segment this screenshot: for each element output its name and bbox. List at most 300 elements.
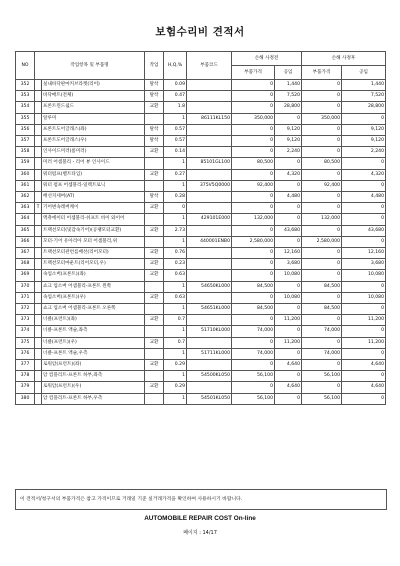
table-row bbox=[16, 236, 386, 247]
row-no: 368 bbox=[16, 259, 35, 270]
row-after-labor: 0 bbox=[342, 393, 386, 404]
row-work bbox=[145, 180, 164, 191]
row-before-labor: 4,640 bbox=[275, 382, 302, 393]
table-row bbox=[16, 113, 386, 124]
row-mark bbox=[35, 225, 42, 236]
row-no: 364 bbox=[16, 214, 35, 225]
row-before-part: 0 bbox=[232, 292, 275, 303]
row-after-part: 2,580,000 bbox=[302, 236, 342, 247]
row-no: 361 bbox=[16, 180, 35, 191]
row-before-labor: 9,120 bbox=[275, 136, 302, 147]
row-work bbox=[145, 326, 164, 337]
row-before-labor: 0 bbox=[275, 393, 302, 404]
row-mark bbox=[35, 371, 42, 382]
row-before-part: 132,000 bbox=[232, 214, 275, 225]
row-before-labor: 0 bbox=[275, 371, 302, 382]
row-mark bbox=[35, 382, 42, 393]
table-row bbox=[16, 158, 386, 169]
row-before-part: 0 bbox=[232, 315, 275, 326]
row-qty: 0.76 bbox=[164, 248, 187, 259]
row-before-part: 0 bbox=[232, 259, 275, 270]
row-code bbox=[187, 360, 232, 371]
row-no: 358 bbox=[16, 147, 35, 158]
row-mark bbox=[35, 236, 42, 247]
row-code bbox=[187, 192, 232, 203]
header-after-labor: 공임 bbox=[342, 66, 386, 80]
row-item: 암 컴플리트-프론트 하부,우측 bbox=[42, 393, 145, 404]
row-mark bbox=[35, 315, 42, 326]
row-code: 429101E000 bbox=[187, 214, 232, 225]
row-item: 기어변속레버케이 bbox=[42, 203, 145, 214]
row-qty: 1 bbox=[164, 371, 187, 382]
table-row bbox=[16, 326, 386, 337]
row-mark bbox=[35, 214, 42, 225]
row-item: 실내바닥판마커브라켓(리어) bbox=[42, 80, 145, 91]
table-row bbox=[16, 147, 386, 158]
row-after-labor: 11,200 bbox=[342, 337, 386, 348]
table-row bbox=[16, 214, 386, 225]
row-item: 너클(프런트)(우) bbox=[42, 337, 145, 348]
row-after-part: 0 bbox=[302, 203, 342, 214]
row-mark bbox=[35, 169, 42, 180]
row-item: 워터 펌프 어셈블리-일렉트로닉 bbox=[42, 180, 145, 191]
row-item: 프론트도어글래스(좌) bbox=[42, 124, 145, 135]
row-mark bbox=[35, 337, 42, 348]
row-after-labor: 10,080 bbox=[342, 292, 386, 303]
row-item: 쇼크 업소버 어셈블리-프론트 왼쪽 bbox=[42, 281, 145, 292]
row-after-labor: 7,520 bbox=[342, 91, 386, 102]
row-after-part: 0 bbox=[302, 124, 342, 135]
row-code bbox=[187, 91, 232, 102]
table-row bbox=[16, 192, 386, 203]
row-qty: 0.57 bbox=[164, 124, 187, 135]
row-before-part: 0 bbox=[232, 337, 275, 348]
header-work: 작업 bbox=[145, 52, 164, 80]
row-qty: 1 bbox=[164, 393, 187, 404]
row-item: 알루미 bbox=[42, 113, 145, 124]
row-code bbox=[187, 270, 232, 281]
row-mark bbox=[35, 259, 42, 270]
row-no: 353 bbox=[16, 91, 35, 102]
row-item: 속업소버(프론트)(좌) bbox=[42, 270, 145, 281]
row-mark bbox=[35, 158, 42, 169]
row-no: 377 bbox=[16, 360, 35, 371]
table-row bbox=[16, 169, 386, 180]
row-after-part: 0 bbox=[302, 259, 342, 270]
row-work: 교환 bbox=[145, 102, 164, 113]
row-code bbox=[187, 124, 232, 135]
row-code bbox=[187, 292, 232, 303]
row-before-labor: 0 bbox=[275, 180, 302, 191]
table-row bbox=[16, 304, 386, 315]
row-mark bbox=[35, 292, 42, 303]
row-qty: 1 bbox=[164, 304, 187, 315]
table-row bbox=[16, 248, 386, 259]
estimate-rows bbox=[16, 80, 386, 405]
row-qty: 0.29 bbox=[164, 382, 187, 393]
row-before-part: 74,000 bbox=[232, 348, 275, 359]
row-code: 51710KL000 bbox=[187, 326, 232, 337]
row-after-part: 56,100 bbox=[302, 393, 342, 404]
row-before-labor: 12,160 bbox=[275, 248, 302, 259]
row-code bbox=[187, 80, 232, 91]
row-after-labor: 0 bbox=[342, 214, 386, 225]
row-no: 376 bbox=[16, 348, 35, 359]
table-row bbox=[16, 91, 386, 102]
row-after-labor: 2,240 bbox=[342, 147, 386, 158]
row-qty: 0.63 bbox=[164, 292, 187, 303]
row-qty: 0.14 bbox=[164, 147, 187, 158]
row-qty: 0.47 bbox=[164, 91, 187, 102]
row-after-labor: 0 bbox=[342, 236, 386, 247]
row-before-labor: 0 bbox=[275, 348, 302, 359]
row-work: 탈착 bbox=[145, 124, 164, 135]
row-before-labor: 0 bbox=[275, 158, 302, 169]
row-code: 54501KL050 bbox=[187, 393, 232, 404]
row-code bbox=[187, 102, 232, 113]
row-before-part: 0 bbox=[232, 136, 275, 147]
table-row bbox=[16, 348, 386, 359]
row-before-part: 84,500 bbox=[232, 304, 275, 315]
row-item: 미러 어셈블리 - 리어 뷰 인사이드 bbox=[42, 158, 145, 169]
table-row bbox=[16, 337, 386, 348]
row-before-part: 0 bbox=[232, 360, 275, 371]
row-mark bbox=[35, 393, 42, 404]
row-mark: T bbox=[35, 203, 42, 214]
header-after-part: 부품가격 bbox=[302, 66, 342, 80]
table-row bbox=[16, 80, 386, 91]
row-item: 워터펌프(벨트타입) bbox=[42, 169, 145, 180]
row-item: 너클-프론트 액슬,우측 bbox=[42, 348, 145, 359]
row-code bbox=[187, 259, 232, 270]
row-before-part: 0 bbox=[232, 270, 275, 281]
row-work: 탈착 bbox=[145, 91, 164, 102]
row-after-part: 92,400 bbox=[302, 180, 342, 191]
row-after-labor: 12,160 bbox=[342, 248, 386, 259]
header-code: 부품코드 bbox=[187, 52, 232, 80]
row-after-part: 350,000 bbox=[302, 113, 342, 124]
row-work bbox=[145, 214, 164, 225]
row-before-part: 84,500 bbox=[232, 281, 275, 292]
row-no: 370 bbox=[16, 281, 35, 292]
row-work: 교환 bbox=[145, 270, 164, 281]
row-after-part: 80,500 bbox=[302, 158, 342, 169]
row-code bbox=[187, 337, 232, 348]
table-row bbox=[16, 259, 386, 270]
row-after-labor: 28,800 bbox=[342, 102, 386, 113]
table-row bbox=[16, 292, 386, 303]
row-after-labor: 4,480 bbox=[342, 192, 386, 203]
row-before-labor: 2,240 bbox=[275, 147, 302, 158]
row-no: 367 bbox=[16, 248, 35, 259]
row-qty: 1 bbox=[164, 180, 187, 191]
row-qty: 1 bbox=[164, 214, 187, 225]
row-no: 362 bbox=[16, 192, 35, 203]
header-item: 작업항목 및 부품명 bbox=[35, 52, 145, 80]
table-row bbox=[16, 315, 386, 326]
row-after-labor: 0 bbox=[342, 304, 386, 315]
row-no: 378 bbox=[16, 371, 35, 382]
row-qty: 1 bbox=[164, 236, 187, 247]
row-code bbox=[187, 136, 232, 147]
row-after-part: 0 bbox=[302, 248, 342, 259]
row-before-part: 0 bbox=[232, 91, 275, 102]
table-row bbox=[16, 270, 386, 281]
table-row bbox=[16, 382, 386, 393]
row-after-part: 0 bbox=[302, 147, 342, 158]
row-qty: 1 bbox=[164, 281, 187, 292]
row-work: 교환 bbox=[145, 248, 164, 259]
row-item: 트랙션모터관련를배선(리어모터) bbox=[42, 248, 145, 259]
row-item: 인사이드미러(룸미러) bbox=[42, 147, 145, 158]
row-after-labor: 0 bbox=[342, 348, 386, 359]
row-qty: 0.63 bbox=[164, 270, 187, 281]
row-no: 356 bbox=[16, 124, 35, 135]
row-work: 교환 bbox=[145, 259, 164, 270]
row-before-labor: 10,080 bbox=[275, 270, 302, 281]
row-code: 85101GL100 bbox=[187, 158, 232, 169]
row-code: 54500KL050 bbox=[187, 371, 232, 382]
row-qty: 0.23 bbox=[164, 259, 187, 270]
row-before-labor: 0 bbox=[275, 203, 302, 214]
row-item: 모터-기어 유아리아 모터 어셈블리,위 bbox=[42, 236, 145, 247]
table-row bbox=[16, 281, 386, 292]
row-after-part: 0 bbox=[302, 192, 342, 203]
row-qty: 0.7 bbox=[164, 337, 187, 348]
row-before-labor: 0 bbox=[275, 281, 302, 292]
row-item: 배선지세버(AT) bbox=[42, 192, 145, 203]
row-before-part: 0 bbox=[232, 102, 275, 113]
row-work: 교환 bbox=[145, 225, 164, 236]
row-mark bbox=[35, 304, 42, 315]
row-no: 366 bbox=[16, 236, 35, 247]
row-work bbox=[145, 304, 164, 315]
row-item: 속업소버(프론트)(우) bbox=[42, 292, 145, 303]
row-no: 372 bbox=[16, 304, 35, 315]
row-mark bbox=[35, 281, 42, 292]
row-work bbox=[145, 113, 164, 124]
row-qty: 0.09 bbox=[164, 80, 187, 91]
row-qty: 1 bbox=[164, 326, 187, 337]
row-after-part: 0 bbox=[302, 337, 342, 348]
row-work bbox=[145, 158, 164, 169]
row-mark bbox=[35, 248, 42, 259]
row-no: 359 bbox=[16, 158, 35, 169]
row-after-labor: 4,640 bbox=[342, 382, 386, 393]
row-work: 교환 bbox=[145, 203, 164, 214]
row-no: 373 bbox=[16, 315, 35, 326]
row-after-labor: 0 bbox=[342, 371, 386, 382]
row-no: 352 bbox=[16, 80, 35, 91]
row-mark bbox=[35, 348, 42, 359]
row-after-labor: 0 bbox=[342, 281, 386, 292]
row-code bbox=[187, 169, 232, 180]
header-no: NO bbox=[16, 52, 35, 80]
table-row bbox=[16, 203, 386, 214]
row-after-part: 56,100 bbox=[302, 371, 342, 382]
row-after-labor: 0 bbox=[342, 158, 386, 169]
row-qty: 0.28 bbox=[164, 192, 187, 203]
row-after-part: 0 bbox=[302, 102, 342, 113]
row-after-part: 132,000 bbox=[302, 214, 342, 225]
row-before-part: 0 bbox=[232, 248, 275, 259]
row-before-labor: 10,080 bbox=[275, 292, 302, 303]
row-no: 379 bbox=[16, 382, 35, 393]
row-after-labor: 0 bbox=[342, 203, 386, 214]
row-after-part: 0 bbox=[302, 91, 342, 102]
table-row bbox=[16, 180, 386, 191]
row-after-labor: 0 bbox=[342, 180, 386, 191]
row-before-part: 56,100 bbox=[232, 371, 275, 382]
row-code: 51711KL000 bbox=[187, 348, 232, 359]
brand-footer: AUTOMOBILE REPAIR COST On-line bbox=[144, 515, 256, 522]
row-item: 로워암(프런트)(우) bbox=[42, 382, 145, 393]
row-before-labor: 4,320 bbox=[275, 169, 302, 180]
row-qty: 1 bbox=[164, 158, 187, 169]
row-after-labor: 0 bbox=[342, 326, 386, 337]
header-before-part: 부품가격 bbox=[232, 66, 275, 80]
row-mark bbox=[35, 124, 42, 135]
row-mark bbox=[35, 113, 42, 124]
row-before-labor: 11,200 bbox=[275, 337, 302, 348]
row-no: 380 bbox=[16, 393, 35, 404]
row-work: 교환 bbox=[145, 315, 164, 326]
row-no: 357 bbox=[16, 136, 35, 147]
row-after-part: 0 bbox=[302, 136, 342, 147]
row-mark bbox=[35, 136, 42, 147]
row-work bbox=[145, 371, 164, 382]
row-work: 교환 bbox=[145, 360, 164, 371]
table-row bbox=[16, 136, 386, 147]
row-after-part: 0 bbox=[302, 169, 342, 180]
row-item: 너클(프런트)(좌) bbox=[42, 315, 145, 326]
header-before-labor: 공임 bbox=[275, 66, 302, 80]
row-code bbox=[187, 203, 232, 214]
row-qty: 0 bbox=[164, 203, 187, 214]
row-before-part: 2,580,000 bbox=[232, 236, 275, 247]
table-row bbox=[16, 124, 386, 135]
row-after-labor: 0 bbox=[342, 113, 386, 124]
row-work: 교환 bbox=[145, 382, 164, 393]
row-after-part: 74,000 bbox=[302, 326, 342, 337]
row-before-labor: 4,640 bbox=[275, 360, 302, 371]
header-before: 손해 사정전 bbox=[232, 52, 302, 66]
header-qty: H,Q,% bbox=[164, 52, 187, 80]
row-item: 로워암(프런트)(좌) bbox=[42, 360, 145, 371]
row-no: 360 bbox=[16, 169, 35, 180]
row-no: 371 bbox=[16, 292, 35, 303]
row-work: 탈착 bbox=[145, 192, 164, 203]
row-before-labor: 3,680 bbox=[275, 259, 302, 270]
row-no: 355 bbox=[16, 113, 35, 124]
row-mark bbox=[35, 326, 42, 337]
row-item: 프론트윈드쉴드 bbox=[42, 102, 145, 113]
row-work: 교환 bbox=[145, 292, 164, 303]
row-before-labor: 28,800 bbox=[275, 102, 302, 113]
row-item: 쇼크 업소버 어셈블리-프론트 오른쪽 bbox=[42, 304, 145, 315]
row-before-part: 0 bbox=[232, 169, 275, 180]
row-qty: 0.57 bbox=[164, 136, 187, 147]
row-after-part: 84,500 bbox=[302, 304, 342, 315]
row-no: 369 bbox=[16, 270, 35, 281]
table-row bbox=[16, 225, 386, 236]
row-before-labor: 4,480 bbox=[275, 192, 302, 203]
row-before-part: 350,000 bbox=[232, 113, 275, 124]
row-after-part: 0 bbox=[302, 270, 342, 281]
row-no: 363 bbox=[16, 203, 35, 214]
row-after-labor: 11,200 bbox=[342, 315, 386, 326]
row-before-labor: 0 bbox=[275, 326, 302, 337]
row-before-part: 56,100 bbox=[232, 393, 275, 404]
row-after-labor: 4,320 bbox=[342, 169, 386, 180]
row-before-labor: 9,120 bbox=[275, 124, 302, 135]
row-work bbox=[145, 236, 164, 247]
row-code bbox=[187, 147, 232, 158]
row-item: 액츄에이터 어셈블리-쉬프트 바이 와이어 bbox=[42, 214, 145, 225]
header-after: 손해 사정후 bbox=[302, 52, 386, 66]
row-code bbox=[187, 315, 232, 326]
row-item: 암 컴플리트-프론트 하부,좌측 bbox=[42, 371, 145, 382]
row-mark bbox=[35, 192, 42, 203]
row-after-labor: 1,440 bbox=[342, 80, 386, 91]
row-mark bbox=[35, 147, 42, 158]
row-item: 트랙션모터(및감속기어)(공랭모터교환) bbox=[42, 225, 145, 236]
row-mark bbox=[35, 80, 42, 91]
row-code: 54650KL000 bbox=[187, 281, 232, 292]
row-no: 374 bbox=[16, 326, 35, 337]
table-row bbox=[16, 360, 386, 371]
row-after-part: 0 bbox=[302, 225, 342, 236]
row-before-labor: 7,520 bbox=[275, 91, 302, 102]
row-qty: 1 bbox=[164, 348, 187, 359]
row-before-part: 0 bbox=[232, 225, 275, 236]
row-before-labor: 11,200 bbox=[275, 315, 302, 326]
row-qty: 0.29 bbox=[164, 360, 187, 371]
row-after-part: 84,500 bbox=[302, 281, 342, 292]
row-before-labor: 43,680 bbox=[275, 225, 302, 236]
row-qty: 1.8 bbox=[164, 102, 187, 113]
row-before-part: 74,000 bbox=[232, 326, 275, 337]
row-item: 너클-프론트 액슬,좌측 bbox=[42, 326, 145, 337]
row-item: 바닥매트(전체) bbox=[42, 91, 145, 102]
table-row bbox=[16, 102, 386, 113]
row-mark bbox=[35, 360, 42, 371]
row-after-labor: 10,080 bbox=[342, 270, 386, 281]
row-before-part: 0 bbox=[232, 80, 275, 91]
row-code: 54651KL000 bbox=[187, 304, 232, 315]
row-work bbox=[145, 348, 164, 359]
row-work bbox=[145, 393, 164, 404]
row-after-part: 0 bbox=[302, 80, 342, 91]
row-before-part: 0 bbox=[232, 124, 275, 135]
row-after-part: 0 bbox=[302, 382, 342, 393]
row-qty: 0.7 bbox=[164, 315, 187, 326]
row-after-part: 0 bbox=[302, 292, 342, 303]
row-before-labor: 1,440 bbox=[275, 80, 302, 91]
row-after-labor: 43,680 bbox=[342, 225, 386, 236]
row-code: 86111KL150 bbox=[187, 113, 232, 124]
row-code bbox=[187, 225, 232, 236]
row-before-part: 92,400 bbox=[232, 180, 275, 191]
page-number: 페이지 : 14/17 bbox=[183, 530, 217, 536]
row-no: 354 bbox=[16, 102, 35, 113]
row-before-part: 80,500 bbox=[232, 158, 275, 169]
row-no: 365 bbox=[16, 225, 35, 236]
row-work: 교환 bbox=[145, 147, 164, 158]
row-mark bbox=[35, 270, 42, 281]
row-code: 375V5Q0000 bbox=[187, 180, 232, 191]
row-before-labor: 0 bbox=[275, 304, 302, 315]
